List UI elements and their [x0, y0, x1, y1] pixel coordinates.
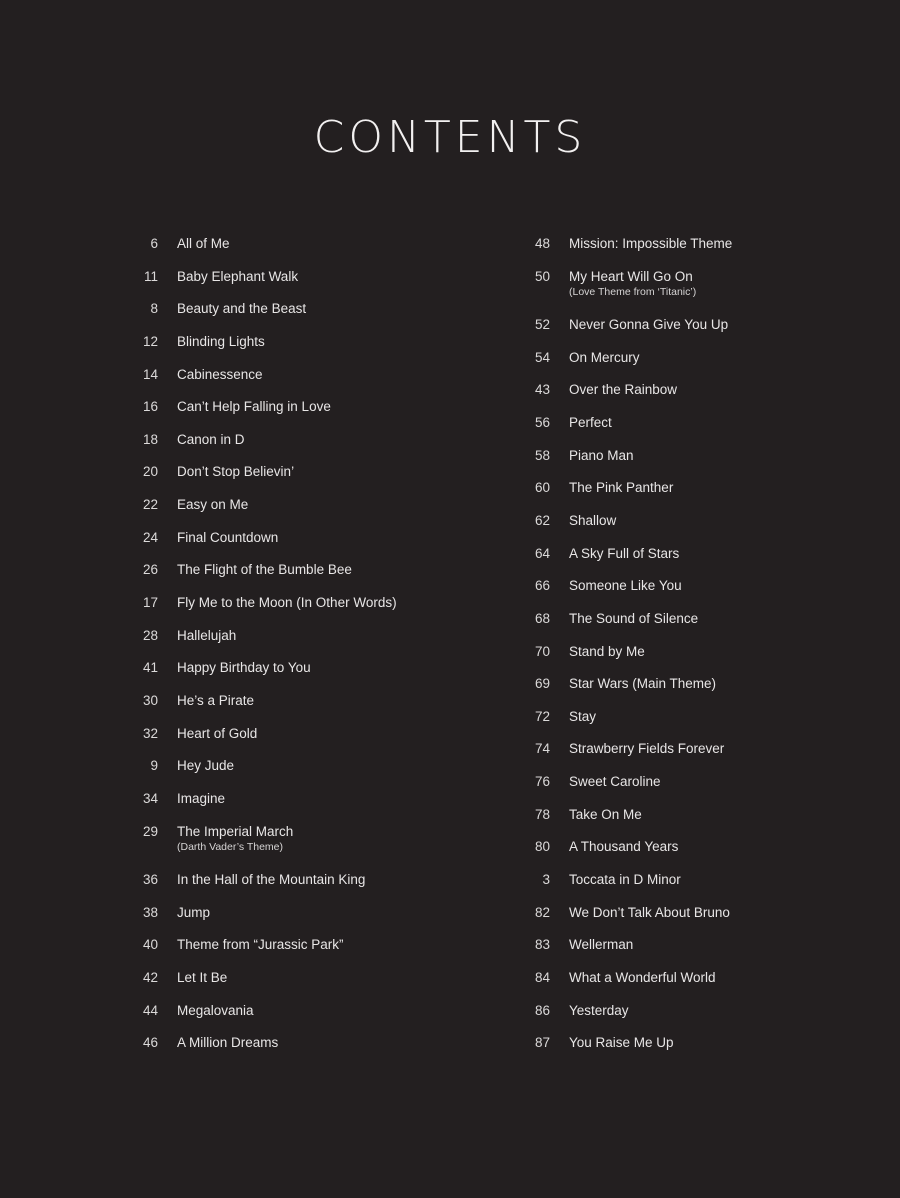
- contents-entry: [130, 791, 500, 824]
- song-title: Over the Rainbow: [569, 382, 678, 398]
- page-number: 29: [142, 823, 158, 839]
- page-number: 22: [142, 497, 158, 513]
- contents-column-right: [522, 236, 892, 1068]
- page-number: 20: [142, 464, 158, 480]
- song-title: Blinding Lights: [177, 333, 265, 349]
- contents-entry: [522, 1003, 892, 1036]
- page-number: 41: [142, 660, 158, 676]
- page-title: CONTENTS: [313, 112, 587, 163]
- song-title: Yesterday: [569, 1002, 629, 1018]
- song-title: Cabinessence: [177, 366, 263, 382]
- page-number: 50: [534, 268, 550, 284]
- song-title: Beauty and the Beast: [177, 301, 307, 317]
- song-title: A Million Dreams: [177, 1035, 279, 1051]
- song-title: Heart of Gold: [177, 725, 258, 741]
- page-number: 16: [142, 399, 158, 415]
- song-title: A Thousand Years: [569, 839, 679, 855]
- contents-entry: [130, 905, 500, 938]
- contents-entry: [522, 269, 892, 318]
- contents-entry: [130, 937, 500, 970]
- page-number: 6: [150, 236, 158, 251]
- contents-entry: [522, 236, 892, 269]
- page-number: 86: [534, 1002, 550, 1018]
- song-title: A Sky Full of Stars: [569, 545, 680, 561]
- song-title: Final Countdown: [177, 529, 279, 545]
- song-title: Imagine: [177, 790, 226, 806]
- contents-entry: [130, 1003, 500, 1036]
- song-title: Sweet Caroline: [569, 774, 661, 790]
- song-title: On Mercury: [569, 349, 640, 365]
- contents-entry: [130, 367, 500, 400]
- song-title: Theme from “Jurassic Park”: [177, 937, 344, 953]
- song-title: Jump: [177, 904, 211, 920]
- page-number: 14: [142, 366, 158, 382]
- contents-entry: [522, 317, 892, 350]
- page-number: 46: [142, 1035, 158, 1051]
- contents-entry: [130, 562, 500, 595]
- page-number: 84: [534, 969, 550, 985]
- contents-entry: [522, 970, 892, 1003]
- song-title: Stay: [569, 708, 597, 724]
- contents-entry: [130, 334, 500, 367]
- contents-entry: [522, 611, 892, 644]
- page-number: 38: [142, 904, 158, 920]
- contents-entry: [130, 824, 500, 873]
- contents-entry: [522, 644, 892, 677]
- page-number: 11: [143, 268, 158, 284]
- contents-entry: [522, 578, 892, 611]
- page-number: 78: [534, 806, 550, 822]
- contents-entry: [522, 807, 892, 840]
- song-title: Never Gonna Give You Up: [569, 317, 729, 333]
- contents-entry: [130, 301, 500, 334]
- song-title: Can’t Help Falling in Love: [177, 399, 331, 415]
- page-number: 83: [534, 937, 550, 953]
- page-number: 64: [534, 545, 550, 561]
- page-number: 52: [534, 317, 550, 333]
- contents-entry: [522, 676, 892, 709]
- page-number: 62: [534, 512, 550, 528]
- song-title: What a Wonderful World: [569, 969, 716, 985]
- contents-entry: [130, 497, 500, 530]
- song-title: The Pink Panther: [569, 480, 674, 496]
- contents-column-left: [130, 236, 500, 1068]
- contents-entry: [522, 350, 892, 383]
- contents-entry: [522, 905, 892, 938]
- contents-entry: [130, 660, 500, 693]
- contents-entry: [522, 872, 892, 905]
- contents-entry: [130, 758, 500, 791]
- page-number: 54: [534, 349, 550, 365]
- page-number: 12: [142, 333, 158, 349]
- song-title: He’s a Pirate: [177, 692, 255, 708]
- contents-entry: [522, 839, 892, 872]
- song-title: Megalovania: [177, 1002, 254, 1018]
- song-subtitle: (Love Theme from ‘Titanic’): [569, 285, 697, 298]
- song-title: Easy on Me: [177, 497, 249, 513]
- page-number: 18: [142, 431, 158, 447]
- song-title: The Flight of the Bumble Bee: [177, 562, 352, 578]
- page-number: 9: [150, 758, 158, 774]
- page-number: 56: [534, 415, 550, 431]
- song-title: You Raise Me Up: [569, 1035, 674, 1051]
- page-number: 30: [142, 692, 158, 708]
- song-title: Let It Be: [177, 969, 228, 985]
- contents-entry: [522, 937, 892, 970]
- song-title: Happy Birthday to You: [177, 660, 311, 676]
- song-title: Shallow: [569, 512, 617, 528]
- contents-entry: [522, 709, 892, 742]
- contents-entry: [522, 774, 892, 807]
- page-number: 26: [142, 562, 158, 578]
- song-title: Take On Me: [569, 806, 642, 822]
- page-number: 48: [534, 236, 550, 251]
- song-title: Toccata in D Minor: [569, 872, 681, 888]
- page-number: 68: [534, 610, 550, 626]
- song-title: Canon in D: [177, 431, 245, 447]
- contents-entry: [130, 236, 500, 269]
- page-number: 24: [142, 529, 158, 545]
- page-number: 69: [534, 676, 550, 692]
- song-title: Hey Jude: [177, 758, 235, 774]
- page-number: 60: [534, 480, 550, 496]
- page-number: 72: [534, 708, 550, 724]
- page-number: 82: [534, 904, 550, 920]
- song-title: Perfect: [569, 415, 612, 431]
- song-title: Wellerman: [569, 937, 634, 953]
- page-number: 3: [542, 872, 550, 888]
- contents-entry: [130, 970, 500, 1003]
- page-number: 66: [534, 578, 550, 594]
- page-number: 40: [142, 937, 158, 953]
- song-title: Mission: Impossible Theme: [569, 236, 733, 251]
- page-number: 32: [142, 725, 158, 741]
- contents-entry: [130, 693, 500, 726]
- song-title: All of Me: [177, 236, 230, 251]
- contents-entry: [130, 530, 500, 563]
- song-title: Star Wars (Main Theme): [569, 676, 717, 692]
- page-number: 8: [150, 301, 158, 317]
- page-number: 70: [534, 643, 550, 659]
- contents-entry: [130, 464, 500, 497]
- song-title: Strawberry Fields Forever: [569, 741, 725, 757]
- page-number: 34: [142, 790, 158, 806]
- page-number: 36: [142, 872, 158, 888]
- contents-entry: [522, 480, 892, 513]
- contents-entry: [522, 415, 892, 448]
- contents-entry: [522, 741, 892, 774]
- contents-entry: [522, 546, 892, 579]
- contents-entry: [522, 513, 892, 546]
- contents-entry: [130, 1035, 500, 1068]
- page-number: 76: [534, 774, 550, 790]
- contents-entry: [522, 382, 892, 415]
- contents-entry: [130, 726, 500, 759]
- page-number: 44: [142, 1002, 158, 1018]
- page-number: 74: [534, 741, 550, 757]
- contents-entry: [130, 269, 500, 302]
- song-title: My Heart Will Go On: [569, 268, 693, 284]
- song-title: We Don’t Talk About Bruno: [569, 904, 730, 920]
- page-number: 28: [142, 627, 158, 643]
- song-title: Don’t Stop Believin’: [177, 464, 295, 480]
- contents-entry: [130, 872, 500, 905]
- page-number: 42: [142, 969, 158, 985]
- song-title: The Imperial March: [177, 823, 294, 839]
- song-title: Piano Man: [569, 447, 634, 463]
- song-title: Hallelujah: [177, 627, 237, 643]
- page-number: 58: [534, 447, 550, 463]
- contents-entry: [130, 399, 500, 432]
- contents-entry: [522, 448, 892, 481]
- contents-entry: [130, 628, 500, 661]
- song-title: Someone Like You: [569, 578, 682, 594]
- song-title: The Sound of Silence: [569, 610, 699, 626]
- page-number: 87: [534, 1035, 550, 1051]
- contents-entry: [130, 432, 500, 465]
- page-number: 43: [534, 382, 550, 398]
- song-title: In the Hall of the Mountain King: [177, 872, 366, 888]
- contents-entry: [130, 595, 500, 628]
- song-subtitle: (Darth Vader’s Theme): [177, 840, 284, 853]
- page-number: 80: [534, 839, 550, 855]
- song-title: Baby Elephant Walk: [177, 268, 299, 284]
- song-title: Fly Me to the Moon (In Other Words): [177, 595, 397, 611]
- page-number: 17: [142, 595, 158, 611]
- song-title: Stand by Me: [569, 643, 645, 659]
- contents-entry: [522, 1035, 892, 1068]
